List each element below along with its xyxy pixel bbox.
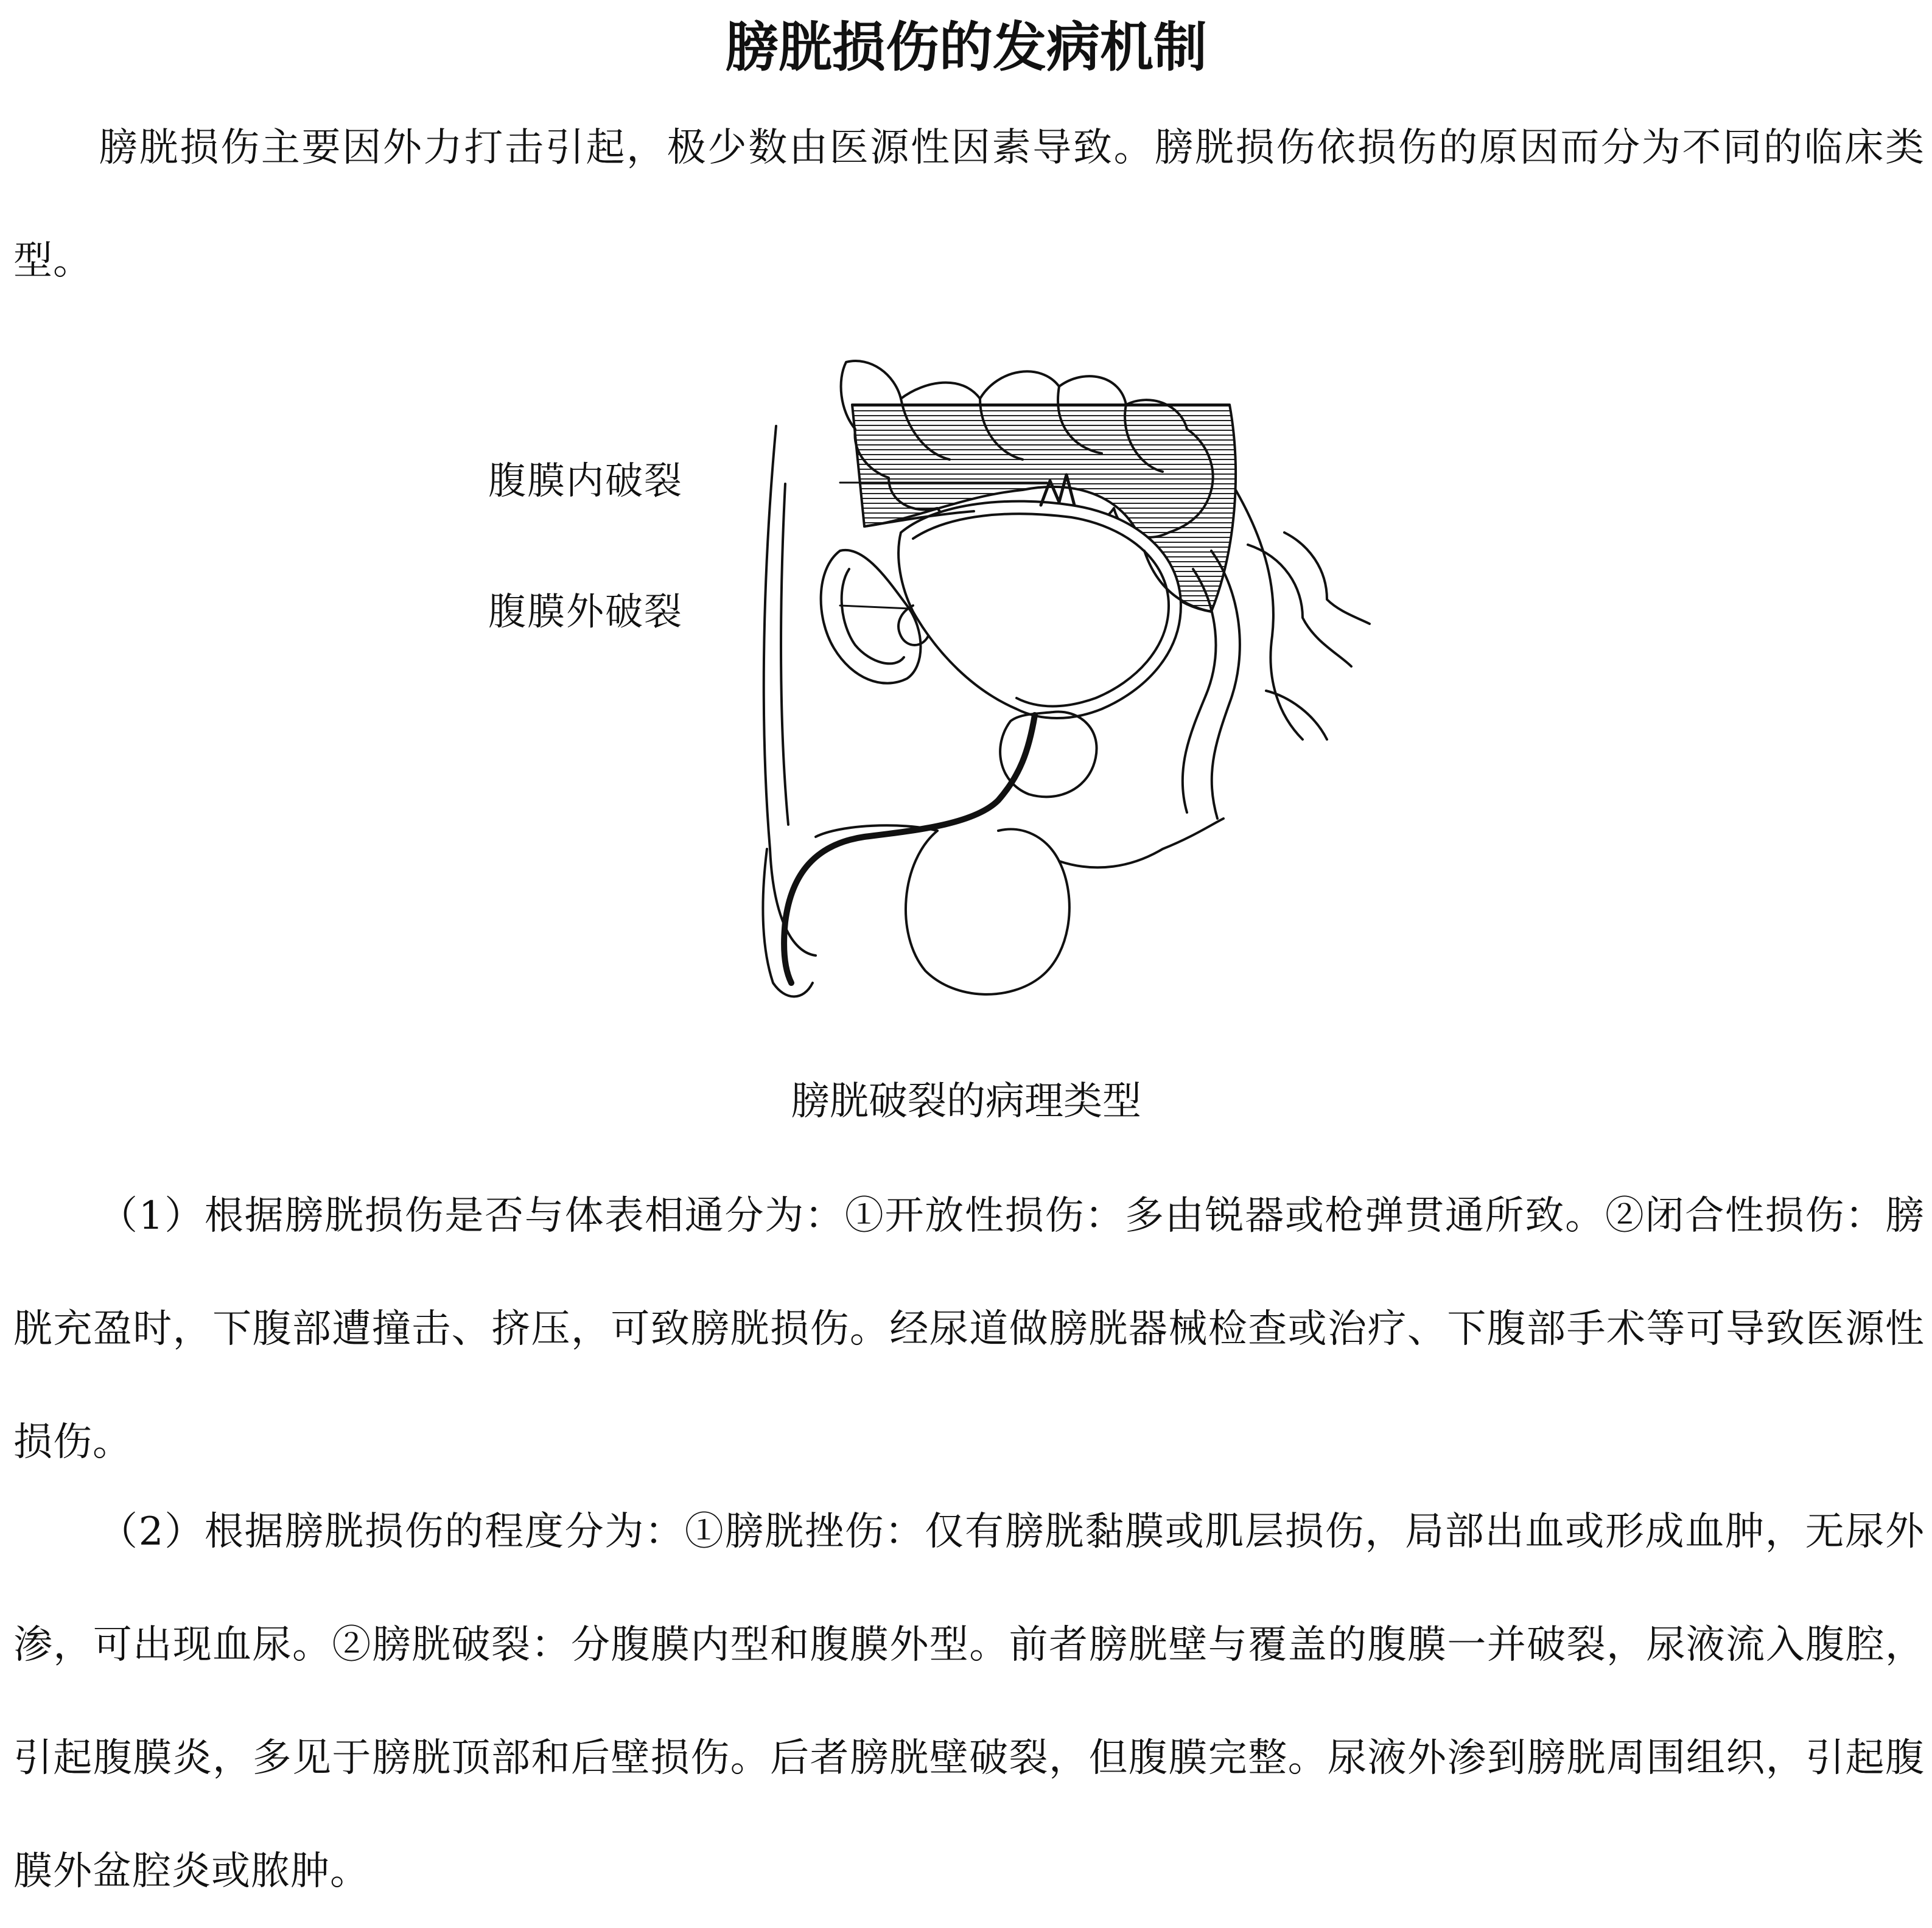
bladder-outline	[898, 501, 1181, 718]
prostate	[1000, 711, 1096, 797]
section-1-paragraph: （1）根据膀胱损伤是否与体表相通分为：①开放性损伤：多由锐器或枪弹贯通所致。②闭合性损伤：膀胱充盈时，下腹部遭撞击、挤压，可致膀胱损伤。经尿道做膀胱器械检查或治疗、下腹部手术等可导致医源性损伤。	[13, 1193, 1925, 1465]
bladder-rupture-illustration	[475, 350, 1400, 1007]
label-intraperitoneal-rupture: 腹膜内破裂	[488, 458, 684, 503]
abdominal-wall-outline	[764, 426, 816, 955]
page-title: 膀胱损伤的发病机制	[724, 16, 1207, 79]
scrotum-outline	[906, 829, 1069, 994]
label-extraperitoneal-rupture: 腹膜外破裂	[488, 589, 684, 634]
figure-caption: 膀胱破裂的病理类型	[791, 1079, 1141, 1124]
leader-line-extraperitoneal	[840, 606, 910, 609]
intro-paragraph: 膀胱损伤主要因外力打击引起，极少数由医源性因素导致。膀胱损伤依损伤的原因而分为不同的临床类型。	[13, 125, 1925, 284]
anatomy-line-drawing	[475, 350, 1400, 1007]
section-2-paragraph: （2）根据膀胱损伤的程度分为：①膀胱挫伤：仅有膀胱黏膜或肌层损伤，局部出血或形成血肿，无尿外渗，可出现血尿。②膀胱破裂：分腹膜内型和腹膜外型。前者膀胱壁与覆盖的腹膜一并破裂，尿液流入腹腔，引起腹膜炎，多见于膀胱顶部和后壁损伤。后者膀胱壁破裂，但腹膜完整。尿液外渗到膀胱周围组织，引起腹膜外盆腔炎或脓肿。	[13, 1509, 1925, 1894]
